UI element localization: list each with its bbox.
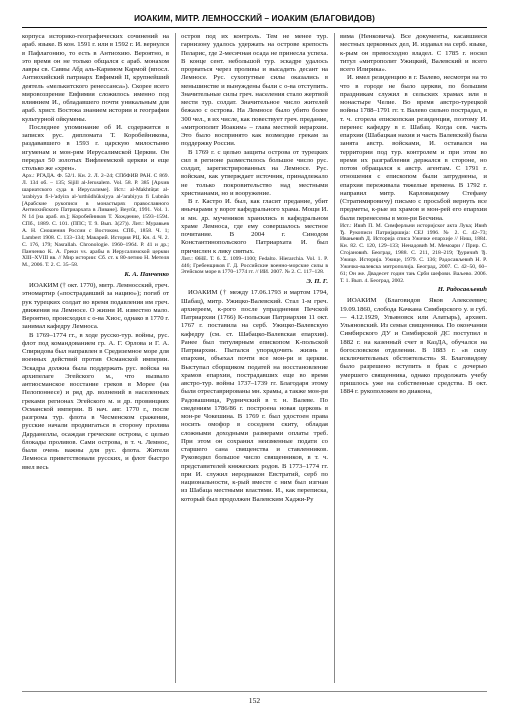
footer-rule bbox=[22, 691, 487, 692]
running-header: ИОАКИМ, МИТР. ЛЕМНОССКИЙ – ИОАКИМ (БЛАГОВИДОВ) bbox=[134, 14, 375, 23]
column-left bbox=[22, 33, 169, 683]
entry-paragraph: ИОАКИМ (Благовидов Яков Алексеевич; 19.09.1860, слобода Качкана Симбирского у. и губ.— 4.12.1929, Ульяновск или Алатырь), архиеп. Ульяновский. Из семьи священника. По окончании Симбирского ДУ и Симбирской ДС поступил в 1882 г. на казенный счет в КазДА, обучался на богословском отделении. В 1883 г. «в силу исключительных обстоятельств» Я. Благовидову было разрешено вступить в брак с дочерью умершего священника, однако продолжать учебу пришлось уже на собственные средства. В окт. 1884 г. рукоположен во диакона, bbox=[340, 297, 487, 396]
entry-paragraph: ИОАКИМ († окт. 1770), митр. Лемносский, греч. этномартир («пострадавший за нацию»); погиб от рук турецких солдат во время подавления им греч. движения на Лемносе. О жизни И. известно мало. Вероятно, происходил с о-ва Хиос, однако в 1770 г. занимал кафедру Лемноса. bbox=[22, 282, 169, 331]
column-right bbox=[340, 33, 487, 683]
page-number: 152 bbox=[248, 696, 261, 705]
paragraph: И. имел резиденцию в г. Валево, несмотря на то что в городе не было церкви, по большим праздникам служил в сельских храмах или в монастыре Челие. Во время австро-турецкой войны 1788–1791 гг. т. Валево сильно пострадал, в т. ч. сгорела епископская резиденция, поэтому И. перенес кафедру в г. Шабац. Когда сев. часть епархии (Шабацкая нахия и часть Валевской) была занята австр. войсками, И. оставался на территории под тур. контролем и при этом во время их разграбления держался в стороне, но потом обращался к австр. агентам. С 1791 г. отношения с епископом были затруднены, и епархия переживала тяжелые времена. В 1792 г. направил митр. Карловацкому Стефану (Стратимировичу) письмо с просьбой вернуть все предметы, к-рые из храмов и мон-рей его епархии были перенесены в мон-ри Бесчина. bbox=[340, 74, 487, 222]
paragraph: Последнее упоминание об И. содержится в записях рус. дипломата Т. Коробейникова, раздававшего в 1593 г. царскую милостыню игуменам и мон-рям Иерусалимской Церкви. Он передал 50 золотых Вифлеемской церкви и еще столько же «хрен». bbox=[22, 123, 169, 172]
paragraph: остров под их контроль. Тем не менее тур. гарнизону удалось удержать на острове крепость Пеларис, где 2-месячная осада не принесла успеха. В конце сент. небольшой тур. эскадре удалось прорваться через проливы и высадить десант на Лемносе. Рус. сухопутные силы оказались в меньшинстве и вынуждены были с о-ва отступить. Значительные силы греч. населения стало жертвой мести тур. солдат. Значительное число жителей бежало с острова. На Лемносе было убито более 300 чел., в их числе, как повествует греч. предание, «митрополит Иоаким» – глава местной иерархии. Это было воспринято как возмездие грекам за поддержку России. bbox=[181, 33, 328, 148]
references: Ист.: Ивић П. М. Симферльни историјског акта Лука; Ивић Ђ. Рукописи Патријаршија: СЕЈ 1996. № 2. С. 42–73; Ивањевић Д. Историја списа Ужичке епархије // Ниш, 1884. Кн. 82. С. 120, 129–133; Ненадовић М. Мемоари / Прир. С. Стојановић. Београд, 1988. С. 211, 218–219; Ђуричић Ђ. Ужице. Историја. Ужице, 1979. С. 136; Радосављевић Н. Р. Ужичко-валевска митрополија. Београд, 2007. С. 42–50, 60–61; Он же. Двадесет годин тањ Срби шефови. Ваљево. 2006. Т. 1. Вып. 4. Београд, 2002. bbox=[340, 222, 487, 284]
paragraph: вима (Ненковича). Все документы, касавшиеся местных церковных дел, И. издавал на серб. языке, к-рым он превосходно владел. С 1785 г. носил титул «митрополит Ужицкий, Валевский и всего всего Илирика». bbox=[340, 33, 487, 73]
paragraph: В 1769 г. с целью защиты острова от турецких сил в регионе разместилось большое число рус. солдат, зарегистрированных на Лемносе. Рус. войскам, как утверждает источник, принадлежало не только покровительство над местными христианами, но и вооружение. bbox=[181, 148, 328, 197]
author-signature: Э. П. Г. bbox=[306, 278, 328, 286]
paragraph: В г. Кастро И. был, как гласит предание, убит янычарами у ворот кафедрального храма. Мощи И. и мн. др. мучеников хранились в кафедральном храме Лемноса, где ему совершалось местное почитание. В 2004 г. Синодом Константинопольского Патриархата И. был причислен к лику святых. bbox=[181, 198, 328, 255]
author-signature: Н. Радосављевић bbox=[437, 286, 487, 294]
text-columns bbox=[22, 33, 487, 683]
column-divider bbox=[175, 33, 176, 683]
paragraph: В 1769–1774 гг., в ходе русско-тур. войны, рус. флот под командованием гр. А. Г. Орлова и Г. А. Спиридова был направлен в Средиземное море для военных действий против Османской империи. Эскадра должна была поддержать рус. войска на архипелаге Эгейского м., что вызвало антиосманское восстание греков в Морее (на Пелопоннесе) и ряд др. волнений в населенных греками регионах Эгейского м. и др. провинциях Османской империи. В нач. авг. 1770 г., после разгрома тур. флота в Чесменском сражении, русские начали продвигаться в сторону пролива Дарданеллы, осаждая греческие острова, с целью блокады проливов. Сами острова, в т. ч. Лемнос, были очень важны для рус. флота. Жители Лемноса приветствовали русских, и флот быстро ввел весь bbox=[22, 331, 169, 471]
author-signature: К. А. Панченко bbox=[124, 271, 169, 279]
entry-paragraph: ИОАКИМ († между 17.06.1793 и мартом 1794, Шабац), митр. Ужицко-Валевский. Стал 1-м греч. архиереем, к-рого после упразднения Печской Патриархии (1766) К-польская Патриархия 11 окт. 1767 г. поставила на серб. Ужицко-Валевскую кафедру (см. ст. Шабацко-Валевская епархия). Ранее был титулярным епископом К-польской Патриархии. Пытался упорядочить жизнь в епархии, объехал почти все мон-ри и церкви. Выступал сборщиком податей на восстановление храмов епархии, пострадавших еще во время австро-тур. войны 1737–1739 гг. Благодаря этому были отреставрированы мн. храмы, а также мон-ри Радовашница, Рудничский в т. н. Валеве. По сведениям 1786/86 г. построена новая церковь в мон-ре Чокешина. В 1769 г. был удостоен права носить омофор в соседнем скиту, обладая сложными доходными размерами оплаты треб. При этом он сохранил неизменные подати со старшего сана священства и ставленников. Руководил большое число священников, в т. ч. представителей княжеских родов. В 1773–1774 гг. при И. служил иеродиакон Евстратий, серб по национальности, к-рый вместе с ним был изгнан из Шабаца местными властями. И., как переписка, который был продолжен Валевским Хаджи-Ру bbox=[181, 289, 328, 503]
header-rule bbox=[22, 27, 487, 28]
column-middle bbox=[181, 33, 328, 683]
references: Лит.: ΘΗΕ. Τ. 6. Σ. 1099–1100; Fedalto. Hierarchia. Vol. 1. P. 446; Гребенщиков Г. Д. Российские военно-морские силы в Эгейском море в 1770–1774 гг. // ИИ. 2007. № 2. С. 117–128. bbox=[181, 255, 328, 276]
references: Арх.: РГАДА. Ф. 52/1. Кн. 2. Л. 2–24; СПбФИВ РАН. С 869. Л. 134 об. – 135; Sijill al-Jerusalem. Vol. 58. P. 385 [Архив шариатского суда в Иерусалиме]. Ист.: al-Makhtūṭat al-'arabiyya fi-l-'adyira al-'urthūdhūksiyya al-'arabiyya fi Lubnān [Арабские рукописи в монастырях православного Антиохийского Патриархата в Ливане]. Beyrūt, 1991. Vol. 1. N 14 [на араб. яз.]; Коробейников Т. Хождение, 1593–1594. СПб., 1889. С. 101. (ППС; Т. 9. Вып. 3(27)). Лит.: Муравьев А. Н. Сношения России с Востоком. СПб., 1858. Ч. 1; Lambert 1908. С. 133–134; Макарий. История РЦ. Кн. 4. Ч. 2. С. 176, 179; Nasrallah. Chronologie. 1960–1964. Р. 41 и др.; Панченко К. А. Греки vs. арабы в Иерусалимской церкви XIII–XVIII вв. // Мир истории: Сб. ст. к 80-летию Н. Метеля М., 2006. Т. 2. С. 35–58. bbox=[22, 173, 169, 269]
column-divider bbox=[334, 33, 335, 683]
paragraph: корпуса историко-географических сочинений на араб. языке. В кон. 1591 г. или в 1592 г. И. вернулся в Пафлагонию, то есть в Антиохию. Вероятно, в это время он не только общался с араб. монахом лавры св. Саввы Абд аль-Каримом Кармой (впосл. Антиохийский патриарх Евфимий II, крупнейший деятель «мелькитского ренессанса»). Скорее всего мировоззрение Евфимия сложилось именно под влиянием И., обладавшего почти уникальным для араб. христ. Востока знанием истории и географии культурной ойкумены. bbox=[22, 33, 169, 123]
